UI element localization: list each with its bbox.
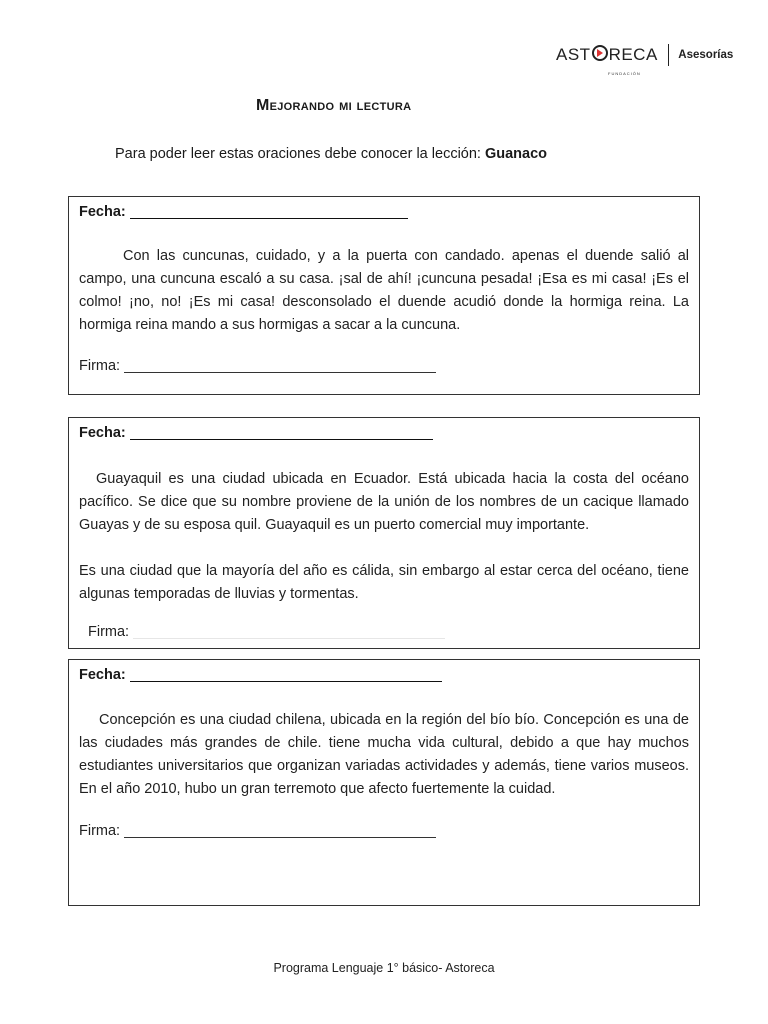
reading-box-1 bbox=[68, 196, 700, 395]
firma-label: Firma: bbox=[88, 624, 130, 640]
logo-subtitle: FUNDACIÓN bbox=[608, 71, 641, 76]
firma-line bbox=[124, 823, 436, 838]
firma-field[interactable] bbox=[79, 358, 436, 374]
fecha-line bbox=[130, 425, 433, 440]
firma-line bbox=[124, 358, 436, 373]
firma-field[interactable] bbox=[79, 823, 436, 839]
astoreca-logo bbox=[556, 40, 734, 76]
lesson-name: Guanaco bbox=[484, 146, 548, 162]
reading-box-3 bbox=[68, 659, 700, 906]
reading-text: Concepción es una ciudad chilena, ubicada en la región del bío bío. Concepción es una de las ciudades más grandes de chile. tiene mucha vida cultural, debido a que hay muchos estudiantes universitarios que organizan variadas actividades y además, tiene varios museos. En el año 2010, hubo un gran terremoto que afecto fuertemente la cuidad. bbox=[79, 712, 689, 797]
fecha-label: Fecha: bbox=[79, 204, 126, 220]
fecha-line bbox=[130, 667, 442, 682]
logo-tagline: Asesorías bbox=[678, 49, 734, 61]
fecha-field[interactable] bbox=[79, 204, 408, 220]
fecha-label: Fecha: bbox=[79, 667, 126, 683]
page-footer: Programa Lenguaje 1° básico- Astoreca bbox=[273, 961, 495, 975]
fecha-line bbox=[130, 204, 408, 219]
logo-divider bbox=[668, 44, 670, 66]
firma-field[interactable] bbox=[88, 624, 445, 640]
reading-text: Guayaquil es una ciudad ubicada en Ecuador. Está ubicada hacia la costa del océano pacífico. Se dice que su nombre proviene de la unión de los nombres de un cacique llamado Guayas y de su esposa quil. Guayaquil es un puerto comercial muy importante. bbox=[79, 471, 689, 533]
logo-text-right: RECA bbox=[608, 45, 658, 64]
fecha-label: Fecha: bbox=[79, 425, 126, 441]
firma-label: Firma: bbox=[79, 358, 121, 374]
firma-label: Firma: bbox=[79, 823, 121, 839]
logo-o-icon bbox=[592, 45, 608, 61]
logo-text-left: AST bbox=[556, 45, 591, 64]
firma-line bbox=[133, 624, 445, 639]
fecha-field[interactable] bbox=[79, 667, 442, 683]
reading-text-2: Es una ciudad que la mayoría del año es cálida, sin embargo al estar cerca del océano, tiene algunas temporadas de lluvias y tormentas. bbox=[79, 563, 689, 602]
logo-wordmark bbox=[556, 45, 658, 76]
intro-text: Para poder leer estas oraciones debe conocer la lección: bbox=[115, 146, 485, 162]
reading-text: Con las cuncunas, cuidado, y a la puerta con candado. apenas el duende salió al campo, una cuncuna escaló a su casa. ¡sal de ahí! ¡cuncuna pesada! ¡Esa es mi casa! ¡Es el colmo! ¡no, no! ¡Es mi casa! desconsolado el duende acudió donde la hormiga reina. La hormiga reina mando a sus hormigas a sacar a la cuncuna. bbox=[79, 248, 689, 333]
page-title: Mejorando mi lectura bbox=[256, 97, 412, 114]
fecha-field[interactable] bbox=[79, 425, 433, 441]
reading-box-2 bbox=[68, 417, 700, 649]
intro-line bbox=[115, 146, 547, 162]
